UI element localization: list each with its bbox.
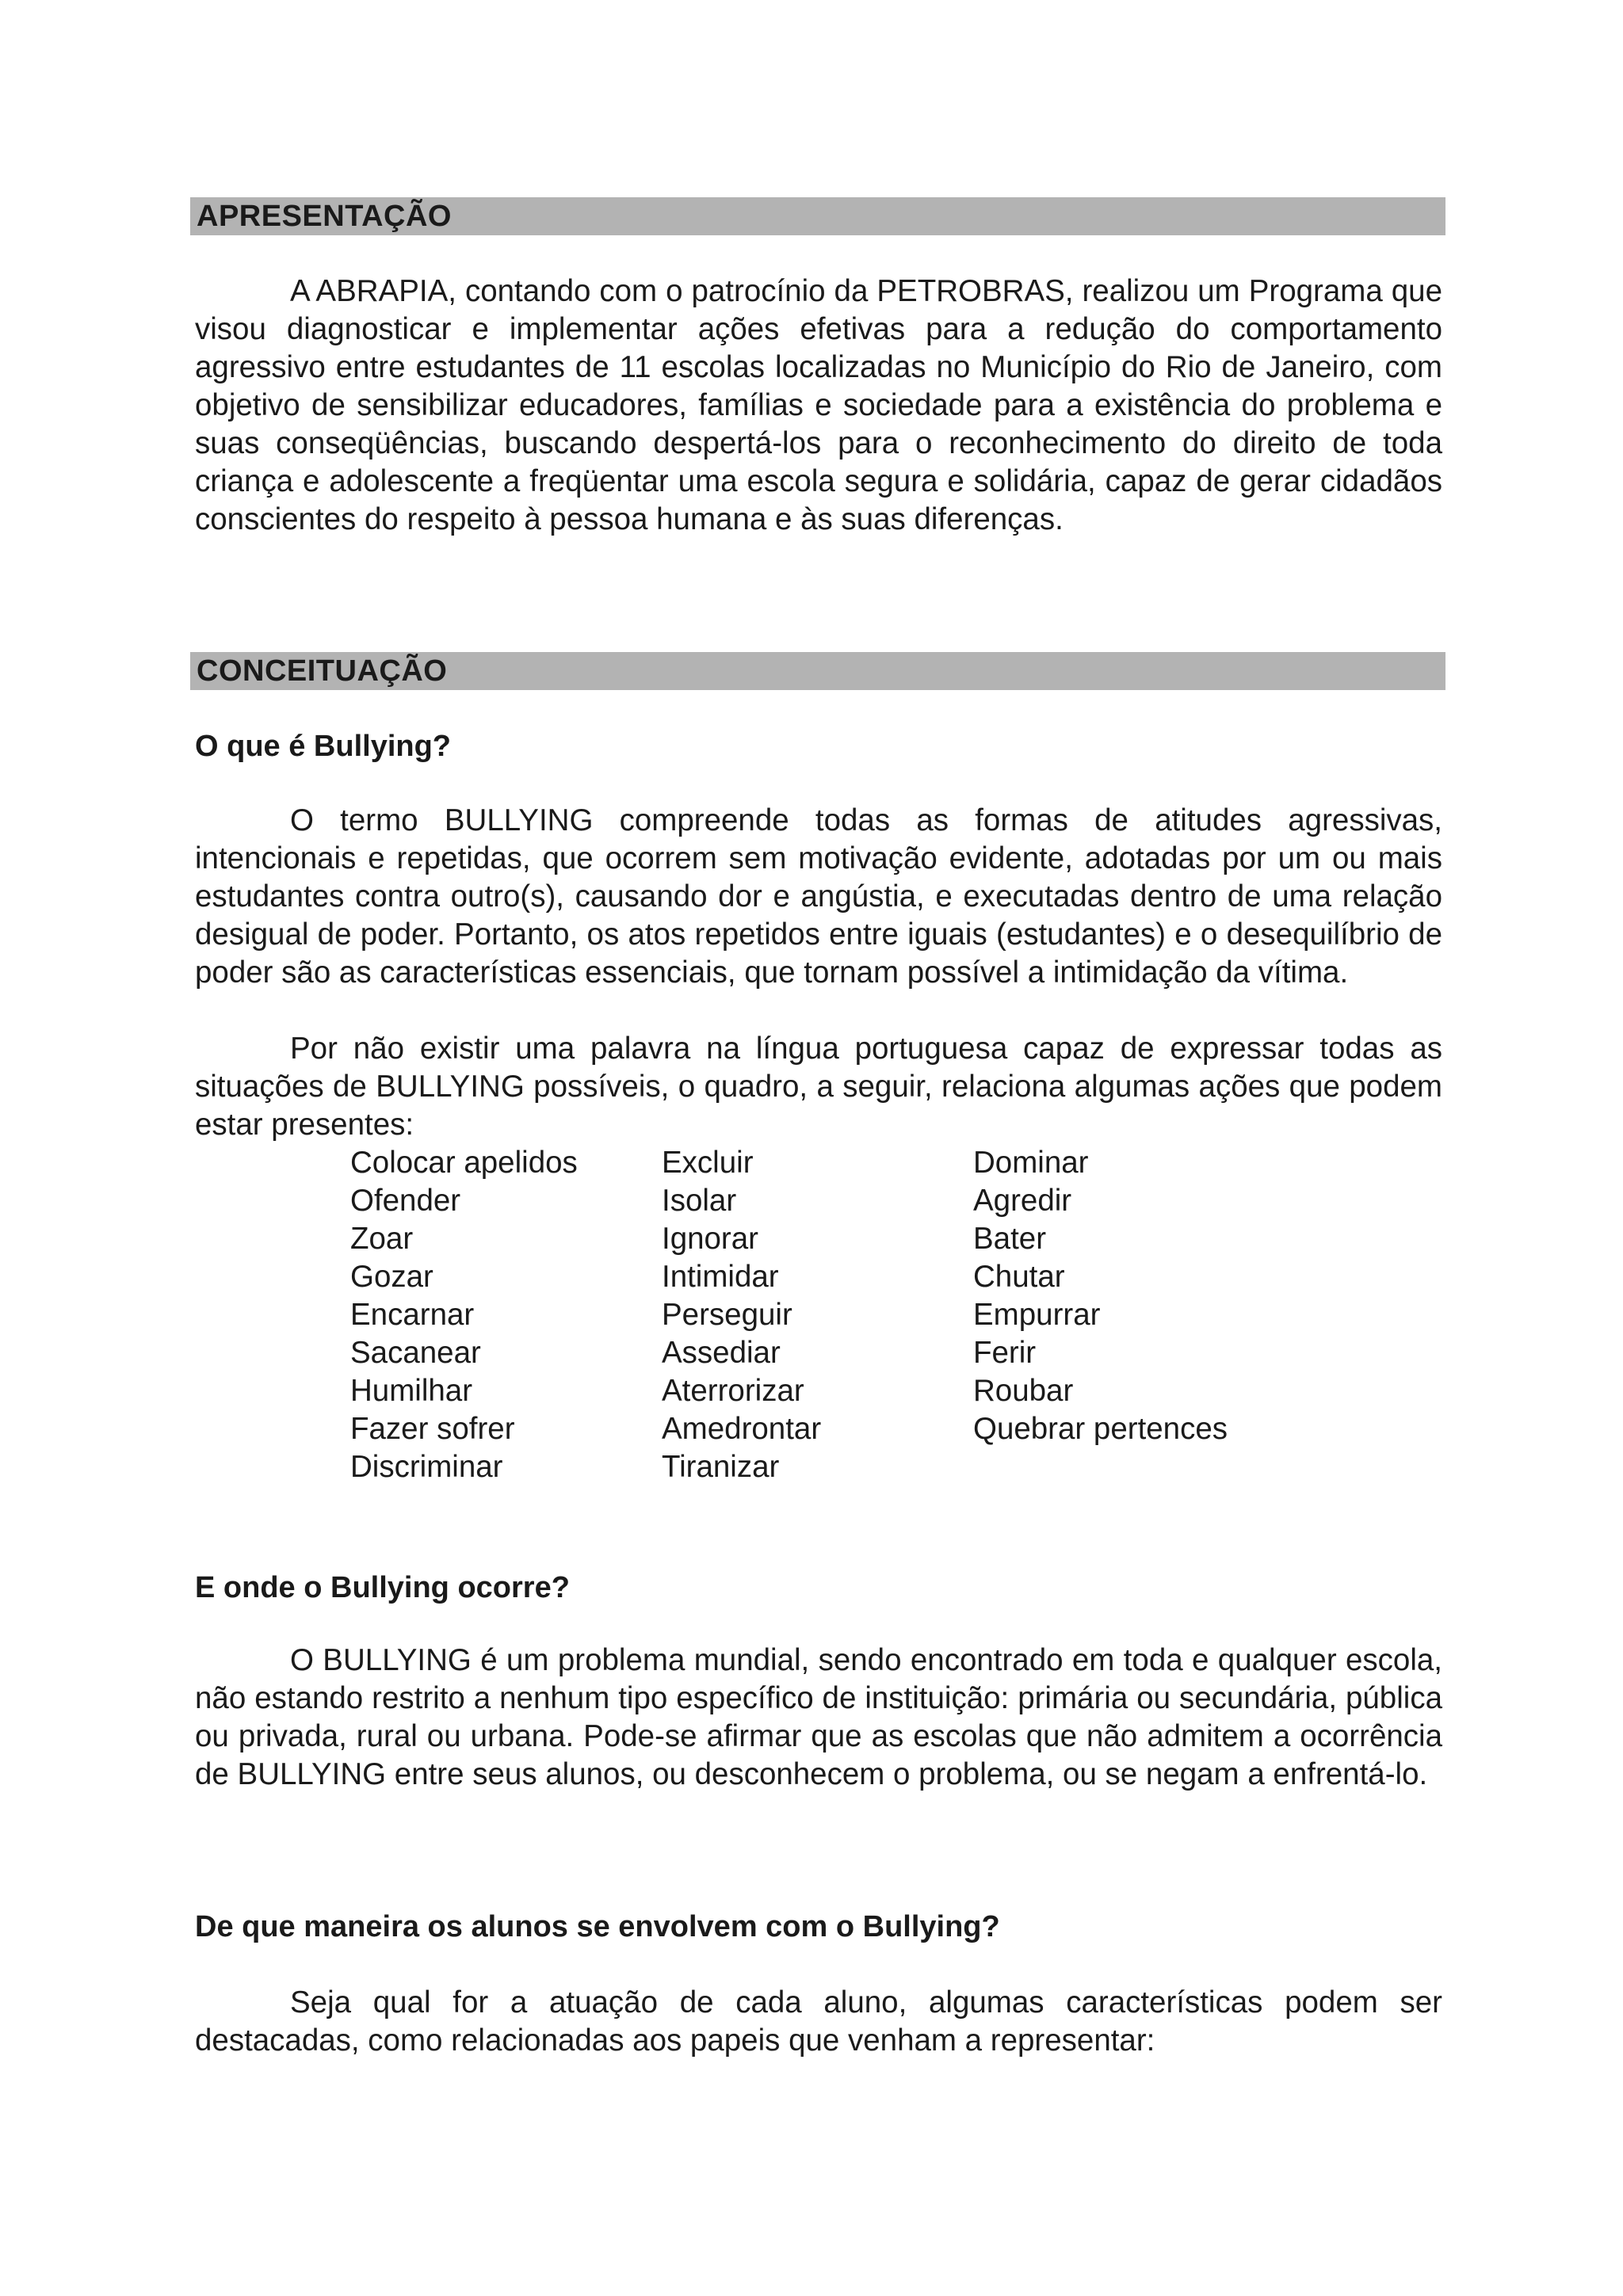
action-item: Sacanear (350, 1336, 481, 1370)
action-item: Discriminar (350, 1450, 503, 1484)
paragraph-actions-intro (195, 1030, 1442, 1144)
action-item: Perseguir (662, 1298, 792, 1332)
action-item: Ofender (350, 1184, 461, 1218)
section-heading-apresentacao: APRESENTAÇÃO (190, 197, 1445, 235)
action-item: Quebrar pertences (973, 1412, 1228, 1446)
paragraph-roles (195, 1984, 1442, 2060)
paragraph-where-text: O BULLYING é um problema mundial, sendo encontrado em toda e qualquer escola, não estando restrito a nenhum tipo específico de instituição: primária ou secundária, pública ou privada, rural ou urbana. Pode-se afirmar que as escolas que não admitem a ocorrência de BULLYING entre seus alunos, ou desconhecem o problema, ou se negam a enfrentá-lo. (195, 1643, 1442, 1791)
action-item: Agredir (973, 1184, 1072, 1218)
actions-column-1 (350, 1144, 578, 1486)
action-item: Fazer sofrer (350, 1412, 515, 1446)
section-heading-conceituacao: CONCEITUAÇÃO (190, 652, 1445, 690)
question-heading-how-involved: De que maneira os alunos se envolvem com o Bullying? (195, 1910, 1000, 1943)
paragraph-apresentacao (195, 273, 1442, 539)
action-item: Bater (973, 1222, 1047, 1256)
action-item: Isolar (662, 1184, 737, 1218)
action-item: Amedrontar (662, 1412, 822, 1446)
actions-column-3 (973, 1144, 1228, 1448)
paragraph-definition-text: O termo BULLYING compreende todas as formas de atitudes agressivas, intencionais e repetidas, que ocorrem sem motivação evidente, adotadas por um ou mais estudantes contra outro(s), causando dor e angústia, e executadas dentro de uma relação desigual de poder. Portanto, os atos repetidos entre iguais (estudantes) e o desequilíbrio de poder são as características essenciais, que tornam possível a intimidação da vítima. (195, 803, 1442, 990)
action-item: Tiranizar (662, 1450, 780, 1484)
paragraph-apresentacao-text: A ABRAPIA, contando com o patrocínio da PETROBRAS, realizou um Programa que visou diagnosticar e implementar ações efetivas para a redução do comportamento agressivo entre estudantes de 11 escolas localizadas no Município do Rio de Janeiro, com objetivo de sensibilizar educadores, famílias e sociedade para a existência do problema e suas conseqüências, buscando despertá-los para o reconhecimento do direito de toda criança e adolescente a freqüentar uma escola segura e solidária, capaz de gerar cidadãos conscientes do respeito à pessoa humana e às suas diferenças. (195, 274, 1442, 536)
paragraph-definition (195, 802, 1442, 992)
actions-column-2 (662, 1144, 821, 1486)
question-heading-where-bullying: E onde o Bullying ocorre? (195, 1571, 570, 1604)
action-item: Encarnar (350, 1298, 475, 1332)
action-item: Assediar (662, 1336, 781, 1370)
action-item: Colocar apelidos (350, 1146, 578, 1180)
paragraph-roles-text: Seja qual for a atuação de cada aluno, algumas características podem ser destacadas, como relacionadas aos papeis que venham a representar: (195, 1985, 1442, 2058)
action-item: Aterrorizar (662, 1374, 804, 1408)
action-item: Roubar (973, 1374, 1074, 1408)
action-item: Humilhar (350, 1374, 473, 1408)
action-item: Excluir (662, 1146, 754, 1180)
action-item: Empurrar (973, 1298, 1101, 1332)
paragraph-where (195, 1642, 1442, 1794)
action-item: Gozar (350, 1260, 433, 1294)
action-item: Zoar (350, 1222, 414, 1256)
action-item: Dominar (973, 1146, 1089, 1180)
action-item: Ignorar (662, 1222, 758, 1256)
paragraph-actions-intro-text: Por não existir uma palavra na língua portuguesa capaz de expressar todas as situações de BULLYING possíveis, o quadro, a seguir, relaciona algumas ações que podem estar presentes: (195, 1032, 1442, 1142)
action-item: Intimidar (662, 1260, 779, 1294)
action-item: Ferir (973, 1336, 1037, 1370)
action-item: Chutar (973, 1260, 1065, 1294)
question-heading-what-is-bullying: O que é Bullying? (195, 730, 452, 763)
